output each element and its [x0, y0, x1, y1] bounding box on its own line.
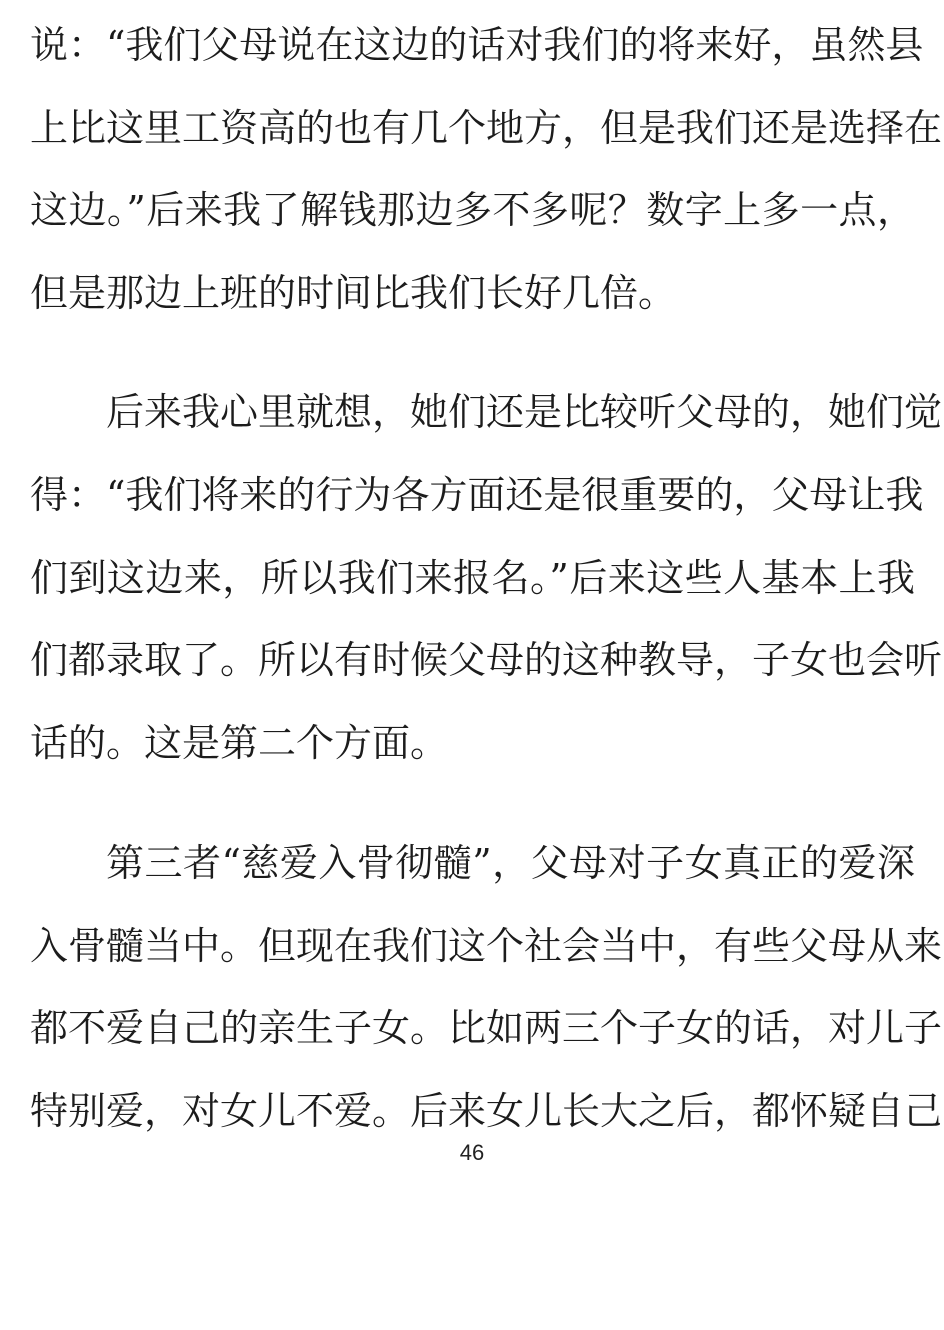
text-line: 第三者“慈爱入骨彻髓”，父母对子女真正的爱深 — [106, 841, 915, 885]
text-line: 上比这里工资高的也有几个地方，但是我们还是选择在 — [30, 106, 943, 150]
text-line: 得：“我们将来的行为各方面还是很重要的，父母让我 — [30, 473, 924, 517]
text-line: 话的。这是第二个方面。 — [30, 721, 449, 765]
text-line: 们到这边来，所以我们来报名。”后来这些人基本上我 — [30, 556, 915, 600]
text-line: 后来我心里就想，她们还是比较听父母的，她们觉 — [106, 390, 943, 434]
text-line: 特别爱，对女儿不爱。后来女儿长大之后，都怀疑自己 — [30, 1089, 943, 1133]
text-line: 们都录取了。所以有时候父母的这种教导，子女也会听 — [30, 638, 943, 682]
text-line: 入骨髓当中。但现在我们这个社会当中，有些父母从来 — [30, 924, 943, 968]
text-line: 都不爱自己的亲生子女。比如两三个子女的话，对儿子 — [30, 1006, 943, 1050]
page-number: 46 — [459, 1140, 485, 1165]
text-line: 说：“我们父母说在这边的话对我们的将来好，虽然县 — [30, 23, 924, 67]
text-line: 但是那边上班的时间比我们长好几倍。 — [30, 271, 677, 315]
text-line: 这边。”后来我了解钱那边多不多呢？数字上多一点， — [30, 188, 915, 232]
